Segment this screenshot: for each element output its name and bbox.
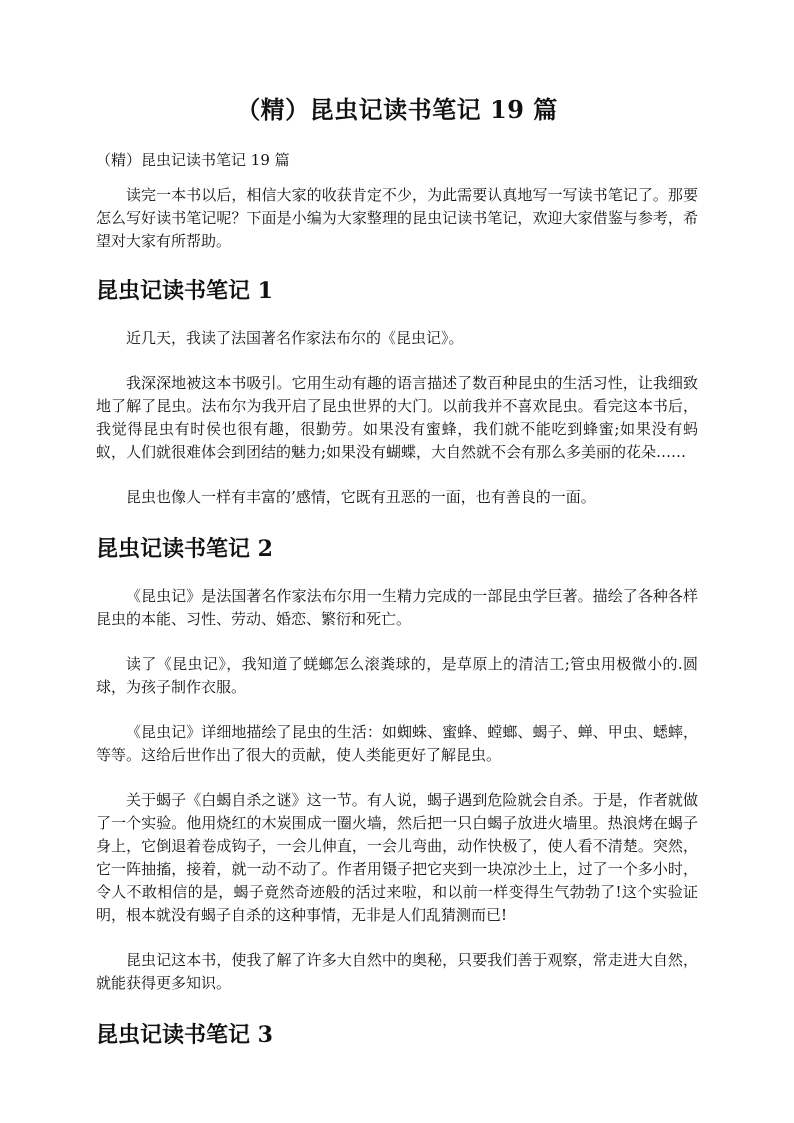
section-paragraph: 《昆虫记》详细地描绘了昆虫的生活：如蜘蛛、蜜蜂、螳螂、蝎子、蝉、甲虫、蟋蟀，等等。这给后世作出了很大的贡献，使人类能更好了解昆虫。 [96,723,698,764]
section-3 [96,1017,698,1053]
document-subtitle: （精）昆虫记读书笔记 19 篇 [96,151,290,169]
section-heading: 昆虫记读书笔记 2 [96,536,273,562]
section-paragraph: 近几天，我读了法国著名作家法布尔的《昆虫记》。 [126,329,464,347]
section-paragraph: 《昆虫记》是法国著名作家法布尔用一生精力完成的一部昆虫学巨著。描绘了各种各样昆虫的本能、习性、劳动、婚恋、繁衍和死亡。 [96,587,698,628]
document-title: （精）昆虫记读书笔记 19 篇 [236,95,558,124]
section-paragraph: 我深深地被这本书吸引。它用生动有趣的语言描述了数百种昆虫的生活习性，让我细致地了解了昆虫。法布尔为我开启了昆虫世界的大门。以前我并不喜欢昆虫。看完这本书后，我觉得昆虫有时侯也很有趣，很勤劳。如果没有蜜蜂，我们就不能吃到蜂蜜;如果没有蚂蚁，人们就很难体会到团结的魅力;如果没有蝴蝶，大自然就不会有那么多美丽的花朵…… [96,374,698,461]
section-heading: 昆虫记读书笔记 3 [96,1022,273,1048]
section-paragraph: 昆虫也像人一样有丰富的’感情，它既有丑恶的一面，也有善良的一面。 [126,488,596,506]
intro-paragraph: 读完一本书以后，相信大家的收获肯定不少，为此需要认真地写一写读书笔记了。那要怎么写好读书笔记呢？下面是小编为大家整理的昆虫记读书笔记，欢迎大家借鉴与参考，希望对大家有所帮助。 [96,186,698,250]
section-2 [96,531,698,995]
document-page [96,90,698,1071]
section-paragraph: 关于蝎子《白蝎自杀之谜》这一节。有人说，蝎子遇到危险就会自杀。于是，作者就做了一个实验。他用烧红的木炭围成一圈火墙，然后把一只白蝎子放进火墙里。热浪烤在蝎子身上，它倒退着卷成钩子，一会儿伸直，一会儿弯曲，动作快极了，使人看不清楚。突然，它一阵抽搐，接着，就一动不动了。作者用镊子把它夹到一块凉沙土上，过了一个多小时，令人不敢相信的是，蝎子竟然奇迹般的活过来啦，和以前一样变得生气勃勃了!这个实验证明，根本就没有蝎子自杀的这种事情，无非是人们乱猜测而已! [96,791,698,924]
section-paragraph: 读了《昆虫记》，我知道了蜣螂怎么滚粪球的，是草原上的清洁工;管虫用极微小的.圆球，为孩子制作衣服。 [96,655,698,696]
section-1 [96,273,698,509]
section-heading: 昆虫记读书笔记 1 [96,278,273,304]
section-paragraph: 昆虫记这本书，使我了解了许多大自然中的奥秘，只要我们善于观察，常走进大自然，就能获得更多知识。 [96,951,698,992]
